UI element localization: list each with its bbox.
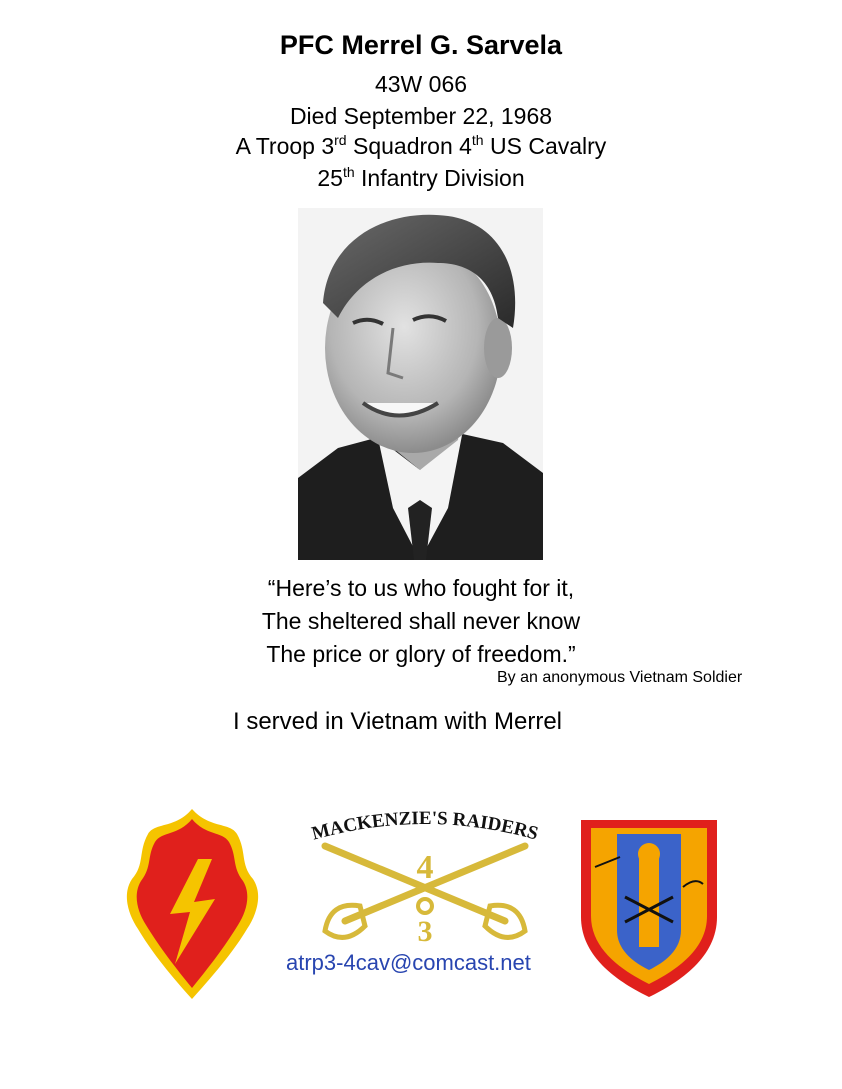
division-number: 25 [317,165,343,191]
quote-line-1: “Here’s to us who fought for it, [267,575,575,601]
unit-line [0,130,842,163]
contact-email-link[interactable]: atrp3-4cav@comcast.net [286,950,531,975]
unit-sup-1: rd [334,132,347,148]
troop-number-top: 4 [416,849,434,886]
quote-attribution: By an anonymous Vietnam Soldier [497,669,743,686]
division-text: Infantry Division [354,165,525,191]
mackenzies-raiders-emblem [290,806,560,956]
unit-sup-2: th [471,132,484,148]
division-sup: th [342,164,355,180]
soldier-name: PFC Merrel G. Sarvela [279,30,563,60]
quote-line-3: The price or glory of freedom.” [266,641,576,667]
division-line [0,162,842,195]
quote-line-2: The sheltered shall never know [261,608,581,634]
troop-number-bottom: 3 [417,915,433,948]
soldier-portrait-photo [298,208,543,560]
panel-number: 43W 066 [374,71,468,97]
cavalry-shield-patch-icon [575,812,723,1002]
served-statement: I served in Vietnam with Merrel [233,708,563,735]
unit-text-2: Squadron 4 [346,133,472,159]
memorial-quote [0,572,842,671]
unit-text-3: US Cavalry [483,133,607,159]
raiders-title: MACKENZIE'S RAIDERS [309,807,541,845]
death-date: Died September 22, 1968 [289,103,553,129]
tropic-lightning-patch-icon [120,804,265,1004]
unit-text-1: A Troop 3 [235,133,335,159]
